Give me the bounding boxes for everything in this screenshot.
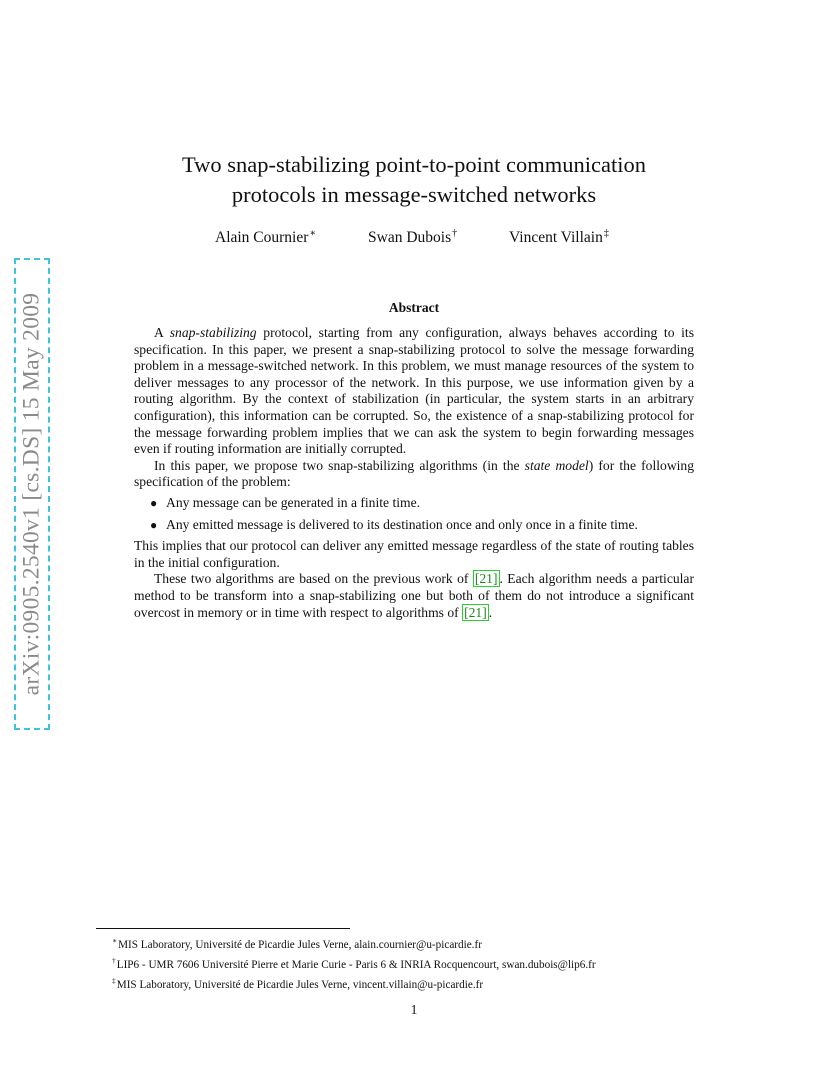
- footnote-3: ‡MIS Laboratory, Université de Picardie Jules Verne, vincent.villain@u-picardie.fr: [112, 976, 484, 991]
- citation-link[interactable]: [21]: [474, 571, 498, 587]
- author-3: Vincent Villain‡: [509, 228, 609, 246]
- list-item: ● Any message can be generated in a finite time.: [150, 494, 421, 510]
- abstract-paragraph-4: These two algorithms are based on the previous work of [21] . Each algorithm needs a particular method to be transform into a snap-stabilizing one but both of them do not introduce a significant overcost in memory or in time with respect to algorithms of [21] .: [134, 571, 694, 620]
- footnotes: [112, 933, 596, 993]
- bullet-icon: ●: [150, 495, 158, 510]
- arxiv-stamp: [14, 258, 50, 730]
- footnote-1: ∗MIS Laboratory, Université de Picardie Jules Verne, alain.cournier@u-picardie.fr: [112, 936, 482, 951]
- abstract-body: [134, 325, 694, 621]
- specification-list: [134, 495, 694, 533]
- footnote-2: †LIP6 - UMR 7606 Université Pierre et Marie Curie - Paris 6 & INRIA Rocquencourt, swan.dubois@lip6.fr: [112, 956, 596, 971]
- author-1: Alain Cournier∗: [215, 228, 317, 246]
- title-line-1: Two snap-stabilizing point-to-point communication: [182, 152, 646, 177]
- author-2: Swan Dubois†: [368, 228, 458, 246]
- arxiv-id: arXiv:0905.2540v1 [cs.DS] 15 May 2009: [18, 292, 45, 696]
- page-number: 1: [410, 1002, 418, 1017]
- list-item: ● Any emitted message is delivered to its destination once and only once in a finite time.: [150, 516, 638, 532]
- abstract-paragraph-1: A snap-stabilizing protocol, starting from any configuration, always behaves according to its specification. In this paper, we present a snap-stabilizing protocol to solve the message forwarding problem in a message-switched network. In this problem, we must manage resources of the system to deliver messages to any processor of the network. In this purpose, we use information given by a routing algorithm. By the context of stabilization (in particular, the system starts in an arbitrary configuration), this information can be corrupted. So, the existence of a snap-stabilizing protocol for the message forwarding problem implies that we can ask the system to begin forwarding messages even if routing information are initially corrupted.: [134, 325, 695, 457]
- abstract-paragraph-3: This implies that our protocol can deliver any emitted message regardless of the state of routing tables in the initial configuration.: [134, 538, 694, 570]
- author-list: [0, 228, 828, 250]
- footnote-rule: [96, 928, 350, 929]
- bullet-icon: ●: [150, 517, 158, 532]
- paper-title: [100, 150, 728, 210]
- citation-link[interactable]: [21]: [464, 604, 487, 620]
- abstract-paragraph-2: In this paper, we propose two snap-stabilizing algorithms (in the state model) for the following specification of the problem:: [134, 457, 695, 490]
- abstract-heading: Abstract: [388, 300, 440, 315]
- title-line-2: protocols in message-switched networks: [231, 182, 597, 207]
